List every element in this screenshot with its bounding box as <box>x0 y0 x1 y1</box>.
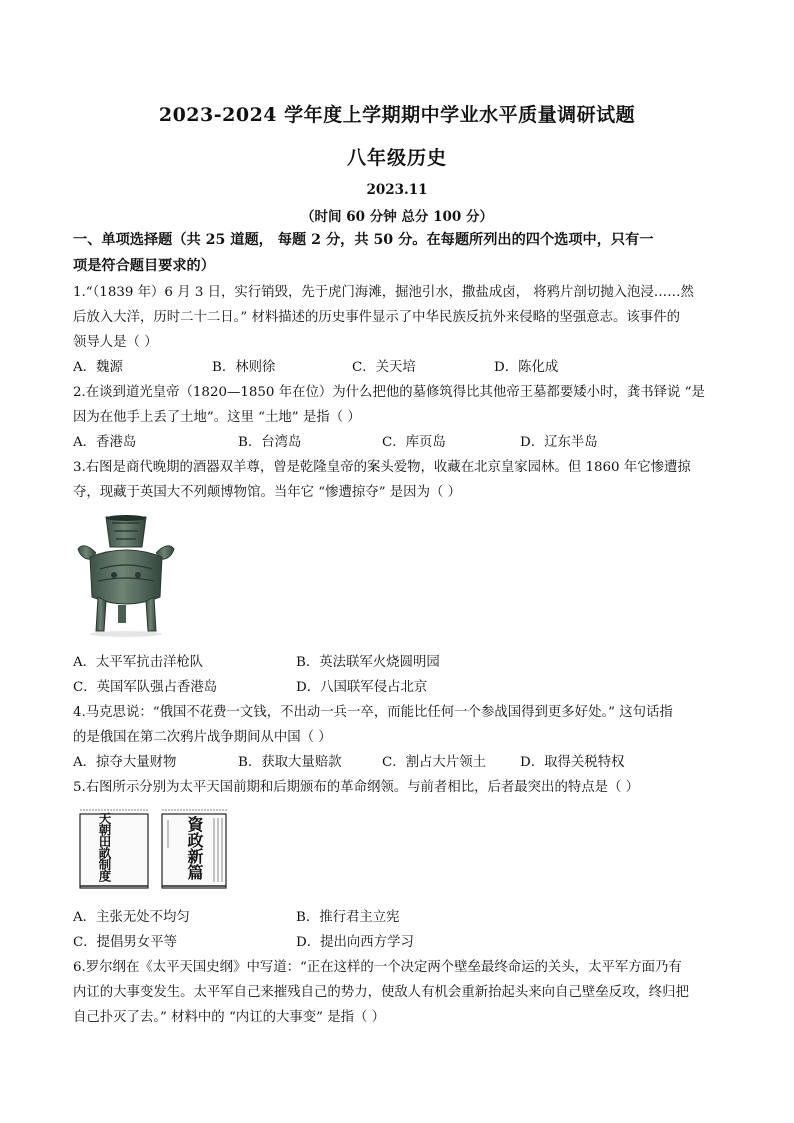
q3-option-b: B．英法联军火烧圆明园 <box>296 655 440 670</box>
q2-option-b: B．台湾岛 <box>238 435 302 450</box>
section-heading-line2: 项是符合题目要求的） <box>73 258 215 274</box>
q1-line3: 领导人是（ ） <box>73 335 158 350</box>
q1-option-d: D．陈化成 <box>494 360 559 375</box>
q5-option-d: D．提出向西方学习 <box>296 935 414 950</box>
q6-line1: 6.罗尔纲在《太平天国史纲》中写道：“正在这样的一个决定两个壁垒最终命运的关头，太平军方面乃有 <box>73 960 682 975</box>
double-ram-zun-image <box>76 513 176 638</box>
q5-line1: 5.右图所示分别为太平天国前期和后期颁布的革命纲领。与前者相比，后者最突出的特点是（ ） <box>73 780 640 795</box>
section-heading-line1: 一、单项选择题（共 25 道题， 每题 2 分，共 50 分。在每题所列出的四个选项中，只有一 <box>73 232 654 248</box>
q4-line2: 的是俄国在第二次鸦片战争期间从中国（ ） <box>73 730 332 745</box>
doc-title-left: 天朝田畝制度 <box>97 812 112 881</box>
q4-option-b: B．获取大量赔款 <box>238 755 342 770</box>
q3-option-d: D．八国联军侵占北京 <box>296 680 428 695</box>
exam-subject: 八年级历史 <box>346 147 447 169</box>
q1-line2: 后放入大洋，历时二十二日。” 材料描述的历史事件显示了中华民族反抗外来侵略的坚强意志。该事件的 <box>73 310 680 325</box>
q1-option-c: C．关天培 <box>352 360 416 375</box>
q5-option-c: C．提倡男女平等 <box>73 935 177 950</box>
q3-option-c: C．英国军队强占香港岛 <box>73 680 218 695</box>
q1-option-b: B．林则徐 <box>212 360 276 375</box>
exam-date: 2023.11 <box>366 182 428 198</box>
q3-line2: 夺，现藏于英国大不列颠博物馆。当年它 “惨遭掠夺” 是因为（ ） <box>73 485 462 500</box>
q6-line2: 内讧的大事变发生。太平军自己来摧残自己的势力，使敌人有机会重新抬起头来向自己壁垒反攻，终归把 <box>73 985 689 1000</box>
q2-option-d: D．辽东半岛 <box>520 435 598 450</box>
q4-line1: 4.马克思说：“俄国不花费一文钱，不出动一兵一卒，而能比任何一个参战国得到更多好处。” 这句话指 <box>73 705 673 720</box>
q1-option-a: A．魏源 <box>73 360 123 375</box>
q2-line2: 因为在他手上丢了土地”。这里 “土地” 是指（ ） <box>73 410 361 425</box>
q2-option-a: A．香港岛 <box>73 435 137 450</box>
q3-line1: 3.右图是商代晚期的酒器双羊尊，曾是乾隆皇帝的案头爱物，收藏在北京皇家园林。但 1860 年它惨遭掠 <box>73 460 691 475</box>
doc-title-right: 資政新篇 <box>185 816 204 880</box>
q4-option-d: D．取得关税特权 <box>520 755 625 770</box>
q5-option-b: B．推行君主立宪 <box>296 910 400 925</box>
q5-option-a: A．主张无处不均匀 <box>73 910 190 925</box>
q2-line1: 2.在谈到道光皇帝（1820—1850 年在位）为什么把他的墓修筑得比其他帝王墓都要矮小时，龚书铎说 “是 <box>73 385 705 400</box>
q4-option-a: A．掠夺大量财物 <box>73 755 177 770</box>
exam-time-info: （时间 60 分钟 总分 100 分） <box>301 209 493 225</box>
q1-line1: 1.“（1839 年）6 月 3 日，实行销毁，先于虎门海滩，掘池引水，撒盐成卤， 将鸦片剖切抛入泡浸……然 <box>73 285 694 300</box>
q2-option-c: C．库页岛 <box>382 435 446 450</box>
q6-line3: 自己扑灭了去。” 材料中的 “内讧的大事变” 是指（ ） <box>73 1010 386 1025</box>
q4-option-c: C．割占大片领土 <box>382 755 486 770</box>
exam-title: 2023-2024 学年度上学期期中学业水平质量调研试题 <box>158 104 636 126</box>
q3-option-a: A．太平军抗击洋枪队 <box>73 655 204 670</box>
